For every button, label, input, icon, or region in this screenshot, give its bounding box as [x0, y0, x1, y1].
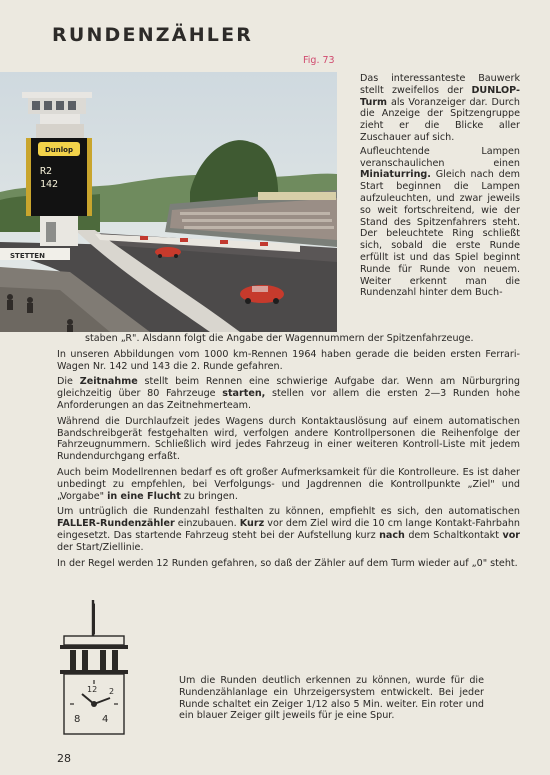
- race-photo: [0, 72, 337, 332]
- sidebar-paragraph: Aufleuchtende Lampen veranschaulichen einen Miniaturring. Gleich nach dem Start beginnen die Lampen aufzuleuchten, und zwar jeweils so weit fortschreitend, wie der Stand des Spitzenfahrers steht. Der beleuchtete Ring schließt sich, sobald die erste Runde erfüllt ist und das Spiel beginnt Runde für Runde von neuem. Weiter erkennt man die Rundenzahl hinter dem Buch-: [360, 145, 520, 299]
- body-paragraph: In unseren Abbildungen vom 1000 km-Rennen 1964 haben gerade die beiden ersten Ferrari-Wagen Nr. 142 und 143 die 2. Runde gefahren.: [57, 348, 520, 372]
- clock-caption: Um die Runden deutlich erkennen zu können, wurde für die Rundenzählanlage ein Uhrzeigersystem entwickelt. Bei jeder Runde schaltet ein Zeiger 1/12 also 5 Min. weiter. Ein roter und ein blauer Zeiger gilt jeweils für je eine Spur.: [179, 675, 484, 722]
- tower-clock-illustration: [58, 598, 130, 738]
- clock-numeral-12: 12: [87, 685, 98, 694]
- clock-numeral-8: 8: [74, 714, 81, 725]
- body-paragraph: staben „R". Alsdann folgt die Angabe der Wagennummern der Spitzenfahrzeuge.: [85, 333, 474, 344]
- main-text: [57, 333, 520, 573]
- banner-text: STETTEN: [10, 252, 45, 260]
- body-paragraph: Während die Durchlaufzeit jedes Wagens durch Kontaktauslösung auf einem automatischen Bandschreibgerät festgehalten wird, verfolgen andere Kontrollpersonen die Reihenfolge der Fahrzeugnummern. Schließlich wird jedes Fahrzeug in einer weiteren Kontroll-Liste mit jedem Rundendurchgang erfaßt.: [57, 415, 520, 463]
- page-number: 28: [57, 752, 71, 765]
- page-title: RUNDENZÄHLER: [52, 24, 254, 46]
- tower-sign: Dunlop: [45, 146, 73, 154]
- body-paragraph: Um untrüglich die Rundenzahl festhalten zu können, empfiehlt es sich, den automatischen FALLER-Rundenzähler einzubauen. Kurz vor dem Ziel wird die 10 cm lange Kontakt-Fahrbahn eingesetzt. Das startende Fahrzeug steht bei der Aufstellung kurz nach dem Schaltkontakt vor der Start/Ziellinie.: [57, 506, 521, 553]
- body-paragraph: In der Regel werden 12 Runden gefahren, so daß der Zähler auf dem Turm wieder auf „0" steht.: [57, 557, 518, 569]
- sidebar-text: [360, 73, 520, 301]
- figure-label: Fig. 73: [303, 55, 335, 66]
- clock-numeral-2: 2: [109, 687, 115, 696]
- race-car-lead: [240, 285, 284, 304]
- race-car-second: [155, 247, 181, 258]
- tower-display-number: 142: [40, 179, 59, 190]
- body-paragraph: Auch beim Modellrennen bedarf es oft großer Aufmerksamkeit für die Kontrolleure. Es ist daher unbedingt zu empfehlen, bei Verfolgungs- und Jagdrennen die Kontrollpunkte „Ziel" und „Vorgabe" in eine Flucht zu bringen.: [57, 466, 520, 502]
- clock-numeral-4: 4: [102, 714, 109, 725]
- tower-display-round: R2: [40, 166, 53, 177]
- body-paragraph: Die Zeitnahme stellt beim Rennen eine schwierige Aufgabe dar. Wenn am Nürburgring gleichzeitig über 80 Fahrzeuge starten, stellen vor allem die ersten 2—3 Runden hohe Anforderungen an das Zeitnehmerteam.: [57, 376, 520, 411]
- sidebar-paragraph: Das interessanteste Bauwerk stellt zweifellos der DUNLOP-Turm als Voranzeiger dar. Durch die Anzeige der Spitzengruppe zieht er die Blicke aller Zuschauer auf sich.: [360, 73, 520, 143]
- race-photo-illustration: [0, 72, 337, 332]
